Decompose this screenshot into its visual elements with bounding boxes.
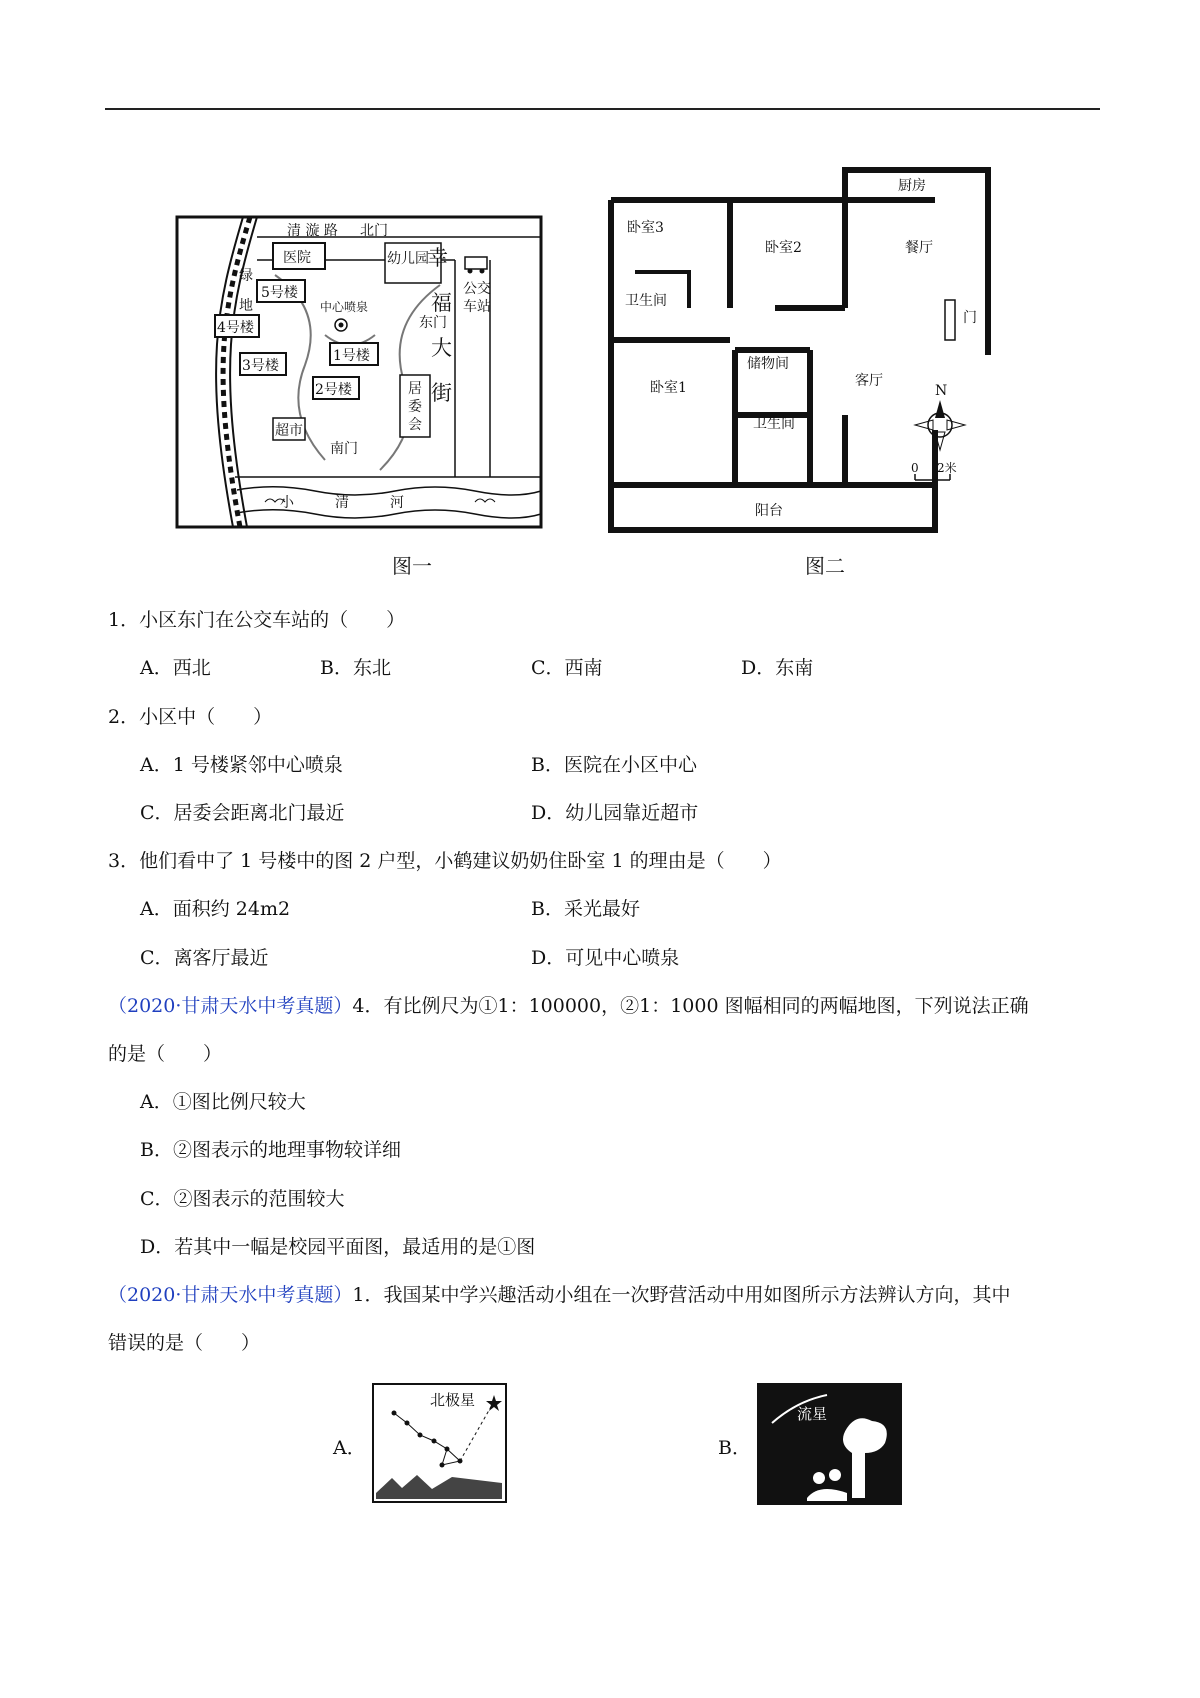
committee-label-1: 居 [408, 381, 422, 397]
bldg1-label: 1号楼 [333, 348, 370, 364]
meteor-label: 流星 [797, 1405, 828, 1423]
bedroom3-label: 卧室3 [627, 220, 664, 236]
q1-option-d: D．东南 [741, 657, 814, 679]
scale-two-label: 2米 [937, 461, 957, 475]
q4-option-d: D．若其中一幅是校园平面图，最适用的是①图 [140, 1236, 536, 1258]
figure2-floor-plan [605, 160, 1055, 540]
east-gate-label: 东门 [419, 315, 447, 331]
q3-option-d: D．可见中心喷泉 [531, 947, 680, 969]
river-label-3: 河 [390, 495, 404, 511]
river-label-1: 小 [280, 495, 294, 511]
q3-option-a: A．面积约 24m2 [140, 898, 291, 920]
question-5 [108, 1281, 1011, 1309]
kindergarten-label: 幼儿园 [387, 251, 429, 267]
river-label-2: 清 [335, 495, 349, 511]
street-label-2: 福 [431, 291, 452, 315]
committee-label-3: 会 [408, 417, 422, 433]
kitchen-label: 厨房 [898, 178, 926, 194]
q2-option-a: A．1 号楼紧邻中心喷泉 [140, 754, 343, 776]
question-2: 2．小区中（ ） [108, 706, 273, 728]
q2-option-b: B．医院在小区中心 [531, 754, 697, 776]
q5-option-b-picture [757, 1383, 902, 1505]
living-label: 客厅 [855, 373, 883, 389]
bedroom2-label: 卧室2 [765, 240, 802, 256]
figure1-community-map [175, 215, 545, 530]
polaris-label: 北极星 [430, 1391, 476, 1409]
bldg5-label: 5号楼 [261, 285, 298, 301]
door-label: 门 [963, 310, 977, 326]
bedroom1-label: 卧室1 [650, 380, 687, 396]
green-label-2: 地 [239, 298, 253, 314]
q4-option-a: A．①图比例尺较大 [140, 1091, 306, 1113]
market-label: 超市 [275, 423, 303, 439]
q3-option-b: B．采光最好 [531, 898, 640, 920]
figure2-caption: 图二 [805, 554, 845, 578]
bathroom-b-label: 卫生间 [753, 416, 795, 432]
q1-option-c: C．西南 [531, 657, 603, 679]
bldg2-label: 2号楼 [315, 382, 352, 398]
header-rule [105, 108, 1100, 110]
question-3: 3．他们看中了 1 号楼中的图 2 户型，小鹤建议奶奶住卧室 1 的理由是（ ） [108, 850, 782, 872]
hospital-label: 医院 [283, 250, 311, 266]
q2-option-c: C．居委会距离北门最近 [140, 802, 345, 824]
balcony-label: 阳台 [755, 503, 783, 519]
north-road-label: 清 漩 路 [287, 223, 338, 239]
bus-label-1: 公交 [463, 281, 491, 297]
street-label-4: 街 [431, 381, 452, 405]
fountain-label: 中心喷泉 [320, 300, 369, 314]
scale-zero-label: 0 [911, 461, 919, 475]
figure1-caption: 图一 [392, 554, 432, 578]
bldg3-label: 3号楼 [242, 358, 279, 374]
committee-label-2: 委 [408, 399, 422, 415]
q4-text-line2: 的是（ ） [108, 1043, 223, 1065]
q4-source: （2020·甘肃天水中考真题） [108, 995, 353, 1017]
q4-option-c: C．②图表示的范围较大 [140, 1188, 345, 1210]
storage-label: 储物间 [747, 356, 789, 372]
q4-text-line1: 4．有比例尺为①1：100000，②1：1000 图幅相同的两幅地图，下列说法正确 [352, 995, 1029, 1017]
green-label-1: 绿 [239, 268, 253, 284]
north-label: N [935, 383, 948, 399]
street-label-3: 大 [431, 336, 452, 360]
dining-label: 餐厅 [905, 240, 933, 256]
q1-option-b: B．东北 [320, 657, 391, 679]
q3-option-c: C．离客厅最近 [140, 947, 269, 969]
q5-text-line2: 错误的是（ ） [108, 1332, 261, 1354]
q4-option-b: B．②图表示的地理事物较详细 [140, 1139, 401, 1161]
q5-text-line1: 1．我国某中学兴趣活动小组在一次野营活动中用如图所示方法辨认方向，其中 [352, 1284, 1011, 1306]
q1-option-a: A．西北 [140, 657, 211, 679]
q5-source: （2020·甘肃天水中考真题） [108, 1284, 353, 1306]
bldg4-label: 4号楼 [217, 320, 254, 336]
q2-option-d: D．幼儿园靠近超市 [531, 802, 699, 824]
south-gate-label: 南门 [330, 441, 358, 457]
bathroom-a-label: 卫生间 [625, 293, 667, 309]
north-gate-label: 北门 [360, 223, 388, 239]
question-1: 1．小区东门在公交车站的（ ） [108, 609, 406, 631]
q5-option-b-label: B． [718, 1437, 751, 1459]
bus-label-2: 车站 [463, 299, 491, 315]
street-label-1: 幸 [427, 246, 448, 270]
q5-option-a-label: A． [333, 1437, 366, 1459]
compass-icon [915, 400, 965, 450]
question-4 [108, 992, 1029, 1020]
q5-option-a-picture [372, 1383, 507, 1503]
